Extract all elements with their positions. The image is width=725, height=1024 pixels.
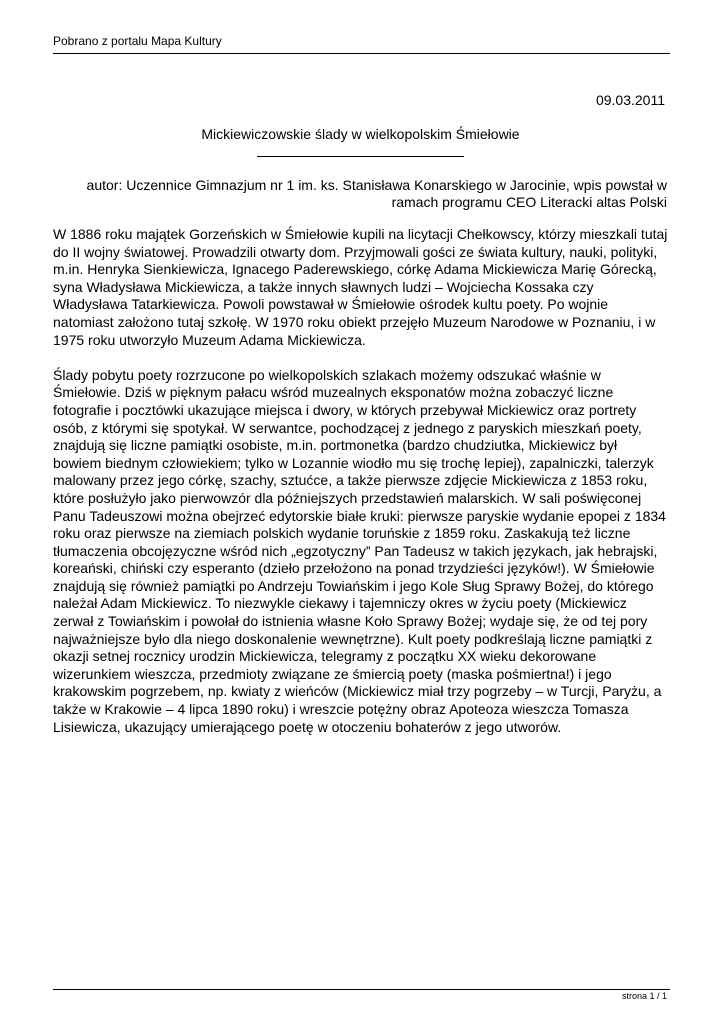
title-underline — [257, 156, 464, 157]
document-author: autor: Uczennice Gimnazjum nr 1 im. ks. Stanisława Konarskiego w Jarocinie, wpis powstał w ramach programu CEO Literacki altas Polski — [86, 177, 667, 210]
page-number: strona 1 / 1 — [621, 991, 667, 1001]
body-paragraph-2: Ślady pobytu poety rozrzucone po wielkopolskich szlakach możemy odszukać właśnie w Śmiełowie. Dziś w pięknym pałacu wśród muzealnych eksponatów można zobaczyć liczne fotografie i pocztówki ukazujące miejsca i dwory, w których przebywał Mickiewicz oraz portrety osób, z którymi się spotykał. W serwantce, pochodzącej z jednego z paryskich mieszkań poety, znajdują się liczne pamiątki osobiste, m.in. portmonetka (bardzo chudziutka, Mickiewicz był bowiem biednym człowiekiem; tylko w Lozannie wiodło mu się trochę lepiej), zapalniczki, talerzyk malowany przez jego córkę, szachy, sztućce, a także pierwsze zdjęcie Mickiewicza z 1853 roku, które posłużyło jako pierwowzór dla późniejszych przedstawień malarskich. W sali poświęconej Panu Tadeuszowi można obejrzeć edytorskie białe kruki: pierwsze paryskie wydanie epopei z 1834 roku oraz pierwsze na ziemiach polskich wydanie toruńskie z 1859 roku. Zaskakują też liczne tłumaczenia obcojęzyczne wśród nich „egzotyczny” Pan Tadeusz w takich językach, jak hebrajski, koreański, chiński czy esperanto (dzieło przełożono na ponad trzydzieści języków!). W Śmiełowie znajdują się również pamiątki po Andrzeju Towiańskim i jego Kole Sług Sprawy Bożej, do którego należał Adam Mickiewicz. To niezwykle ciekawy i tajemniczy okres w życiu poety (Mickiewicz zerwał z Towiańskim i powołał do istnienia własne Koło Sprawy Bożej; wydaje się, że od tej pory najważniejsze było dla niego doskonalenie wewnętrzne). Kult poety podkreślają liczne pamiątki z okazji setnej rocznicy urodzin Mickiewicza, telegramy z początku XX wieku dekorowane wizerunkiem wieszcza, przedmioty związane ze śmiercią poety (maska pośmiertna!) i jego krakowskim pogrzebem, np. kwiaty z wieńców (Mickiewicz miał trzy pogrzeby – w Turcji, Paryżu, a także w Krakowie – 4 lipca 1890 roku) i wreszcie potężny obraz Apoteoza wieszcza Tomasza Lisiewicza, ukazujący umierającego poetę w otoczeniu bohaterów z jego utworów. — [53, 366, 666, 735]
header-divider — [53, 53, 670, 54]
body-paragraph-1: W 1886 roku majątek Gorzeńskich w Śmiełowie kupili na licytacji Chełkowscy, którzy mieszkali tutaj do II wojny światowej. Prowadzili otwarty dom. Przyjmowali gości ze świata kultury, nauki, polityki, m.in. Henryka Sienkiewicza, Ignacego Paderewskiego, córkę Adama Mickiewicza Marię Górecką, syna Władysława Mickiewicza, a także innych sławnych ludzi – Wojciecha Kossaka czy Władysława Tatarkiewicza. Powoli powstawał w Śmiełowie ośrodek kultu poety. Po wojnie natomiast założono tutaj szkołę. W 1970 roku obiekt przejęło Muzeum Narodowe w Poznaniu, i w 1975 roku utworzyło Muzeum Adama Mickiewicza. — [53, 226, 668, 348]
footer-divider — [53, 989, 670, 990]
document-body — [53, 226, 669, 754]
document-title: Mickiewiczowskie ślady w wielkopolskim Śmiełowie — [201, 126, 520, 142]
page-header-source: Pobrano z portalu Mapa Kultury — [53, 34, 222, 48]
document-date: 09.03.2011 — [595, 92, 665, 108]
